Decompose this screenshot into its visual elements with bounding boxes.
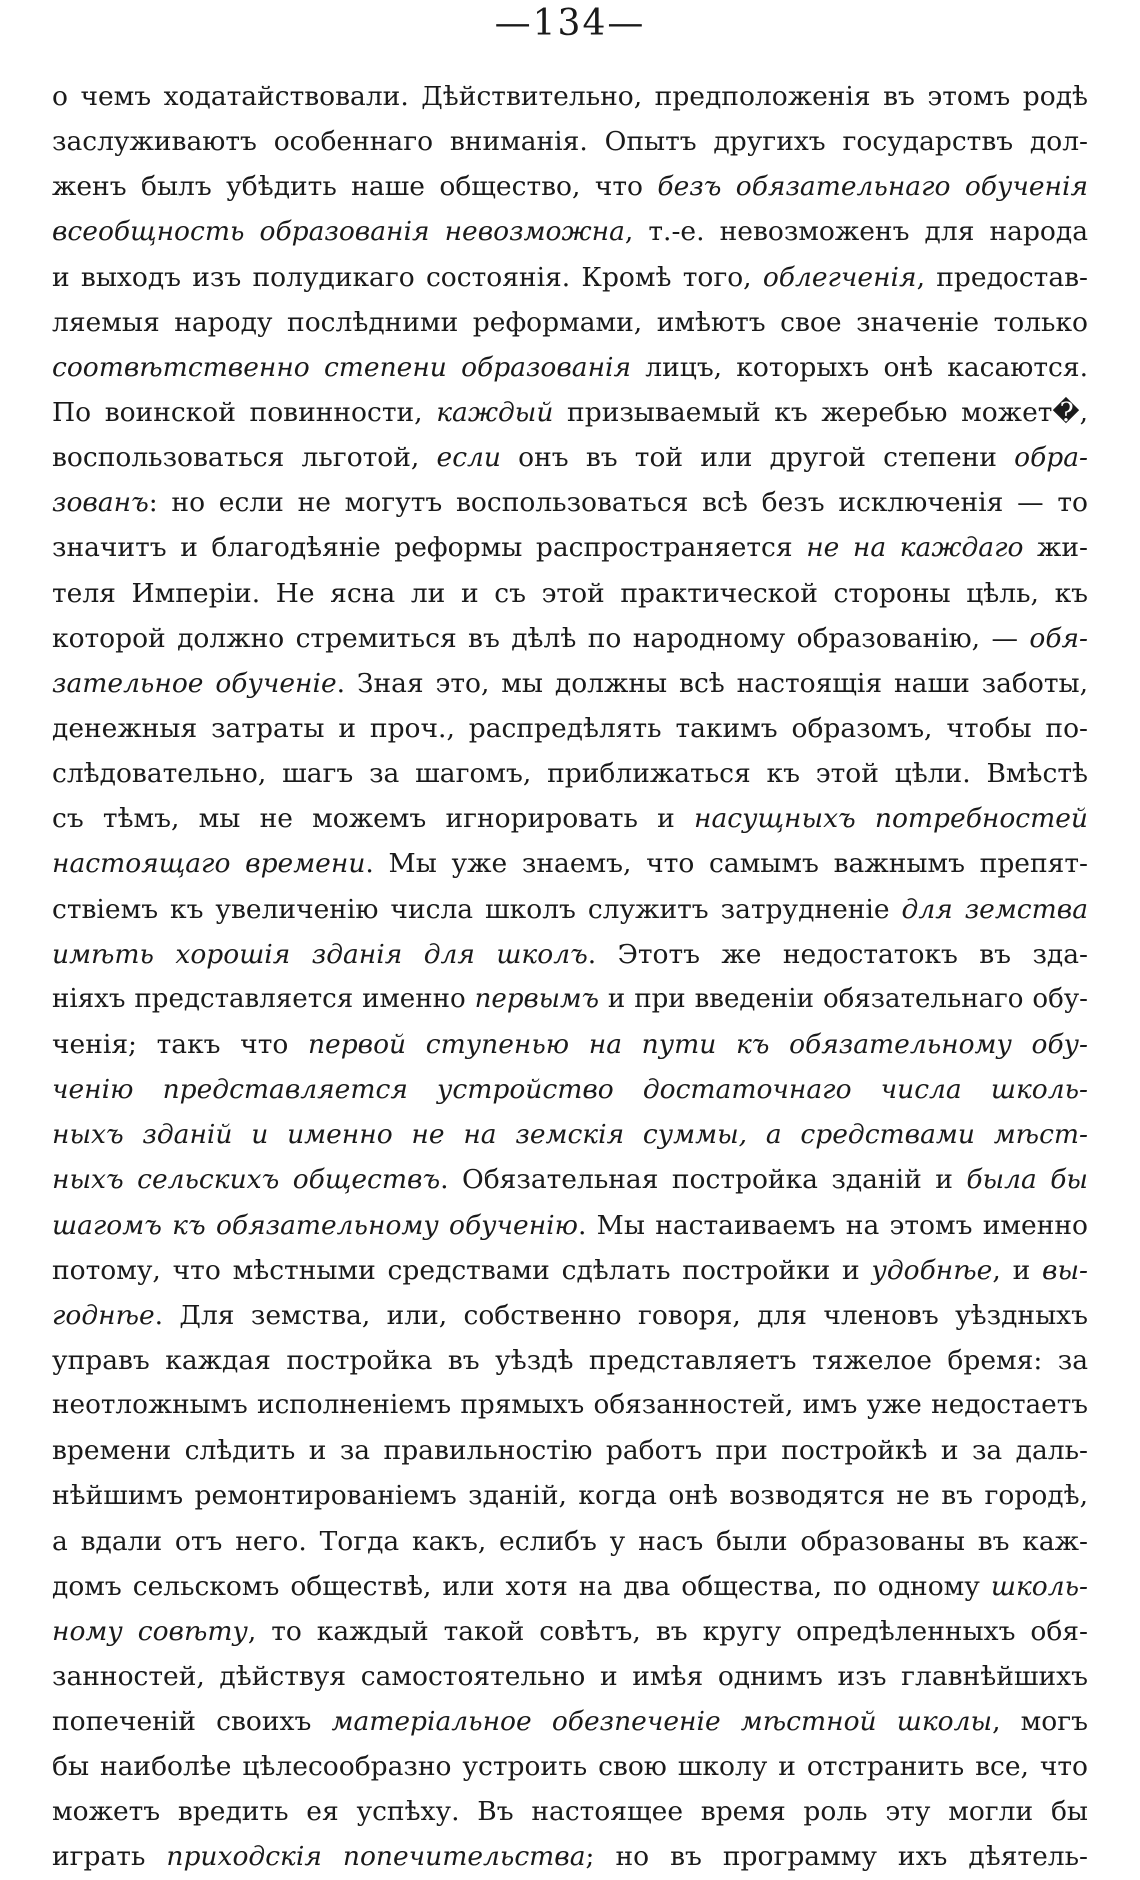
text-segment: можетъ вредить ея успѣху. Въ настоящее время роль эту могли бы	[52, 1796, 1088, 1828]
italic-text-segment: зованъ	[52, 487, 149, 519]
text-segment: , т.-е. невозможенъ для народа	[624, 216, 1088, 248]
text-segment: нѣйшимъ ремонтированіемъ зданій, когда онѣ возводятся не въ городѣ,	[52, 1480, 1088, 1512]
text-segment: По воинской повинности,	[52, 396, 437, 428]
italic-text-segment: шагомъ къ обязательному обученію	[52, 1209, 578, 1241]
italic-text-segment: соотвѣтственно степени образованія	[52, 351, 632, 383]
text-segment: денежныя затраты и проч., распредѣлять такимъ образомъ, чтобы по-	[52, 712, 1088, 744]
italic-text-segment: ному совѣту	[52, 1615, 248, 1647]
text-segment: : но если не могутъ воспользоваться всѣ безъ исключенія — то	[148, 487, 1088, 519]
text-line	[52, 300, 1088, 345]
text-line	[52, 1744, 1088, 1789]
italic-text-segment: школь-	[990, 1570, 1088, 1602]
italic-text-segment: настоящаго времени	[52, 848, 366, 880]
text-segment: . Этотъ же недостатокъ въ зда-	[587, 938, 1088, 970]
body-text	[52, 74, 1088, 1880]
text-line	[52, 1067, 1088, 1112]
text-segment: , могъ	[992, 1706, 1088, 1738]
text-segment: играть	[52, 1841, 167, 1873]
text-line	[52, 390, 1088, 435]
text-line	[52, 1834, 1088, 1879]
text-line	[52, 932, 1088, 977]
text-segment: онъ въ той или другой степени	[501, 442, 1015, 474]
text-segment: . Обязательная постройка зданій и	[440, 1164, 967, 1196]
italic-text-segment: первымъ	[474, 983, 599, 1014]
text-segment: домъ сельскомъ обществѣ, или хотя на два общества, по одному	[52, 1570, 991, 1602]
italic-text-segment: матеріальное обезпеченіе мѣстной школы	[331, 1706, 993, 1738]
text-segment: , то каждый такой совѣтъ, въ кругу опредѣленныхъ обя-	[247, 1615, 1088, 1647]
italic-text-segment: удобнѣе	[871, 1254, 993, 1286]
text-segment: неотложнымъ исполненіемъ прямыхъ обязанностей, имъ уже недостаетъ	[52, 1390, 1088, 1421]
text-line	[52, 706, 1088, 751]
italic-text-segment: годнѣе	[52, 1299, 155, 1331]
text-line	[52, 1157, 1088, 1202]
text-segment: женъ былъ убѣдить наше общество, что	[52, 171, 658, 203]
text-segment: а вдали отъ него. Тогда какъ, еслибъ у насъ были образованы въ каж-	[52, 1525, 1088, 1557]
page-number: —134—	[494, 3, 646, 44]
italic-text-segment: зательное обученіе	[52, 667, 337, 699]
text-line	[52, 1338, 1088, 1383]
text-segment: , предостав-	[916, 261, 1088, 293]
text-segment: . Для земства, или, собственно говоря, для членовъ уѣздныхъ	[154, 1299, 1088, 1331]
text-line	[52, 616, 1088, 661]
text-segment: лицъ, которыхъ онѣ касаются.	[631, 351, 1088, 383]
text-line	[52, 1519, 1088, 1564]
text-line	[52, 1699, 1088, 1744]
text-segment: бы наиболѣе цѣлесообразно устроить свою школу и отстранить все, что	[52, 1751, 1088, 1783]
text-line	[52, 571, 1088, 616]
text-line	[52, 74, 1088, 119]
text-segment: съ тѣмъ, мы не можемъ игнорировать и	[52, 803, 695, 835]
text-segment: , и	[992, 1254, 1043, 1286]
text-segment: о чемъ ходатайствовали. Дѣйствительно, предположенія въ этомъ родѣ	[52, 81, 1088, 112]
text-line	[52, 751, 1088, 796]
italic-text-segment: безъ обязательнаго обученія	[657, 171, 1088, 203]
italic-text-segment: каждый	[436, 396, 554, 428]
text-segment: призываемый къ жеребью может�,	[553, 396, 1089, 428]
text-line	[52, 1428, 1088, 1473]
text-line	[52, 661, 1088, 706]
text-line	[52, 1112, 1088, 1157]
text-segment: и при введеніи обязательнаго обу-	[598, 983, 1088, 1014]
text-segment: которой должно стремиться въ дѣлѣ по народному образованію, —	[52, 622, 1030, 654]
text-line	[52, 1203, 1088, 1248]
text-segment: ченія; такъ что	[52, 1028, 308, 1060]
text-segment: теля Имперіи. Не ясна ли и съ этой практической стороны цѣль, къ	[52, 577, 1088, 609]
text-segment: . Зная это, мы должны всѣ настоящія наши заботы,	[336, 667, 1088, 699]
italic-text-segment: не на каждаго	[806, 532, 1024, 564]
italic-text-segment: насущныхъ потребностей	[694, 803, 1088, 835]
text-line	[52, 1609, 1088, 1654]
text-line	[52, 209, 1088, 254]
text-line	[52, 480, 1088, 525]
italic-text-segment: была бы	[966, 1164, 1088, 1196]
italic-text-segment: имѣть хорошія зданія для школъ	[52, 938, 588, 970]
text-line	[52, 977, 1088, 1022]
text-segment: ; но въ программу ихъ дѣятель-	[585, 1841, 1088, 1873]
italic-text-segment: обя-	[1029, 622, 1088, 654]
text-line	[52, 1654, 1088, 1699]
text-segment: жи-	[1023, 532, 1089, 564]
text-line	[52, 525, 1088, 570]
text-line	[52, 1383, 1088, 1428]
italic-text-segment: облегченія	[762, 261, 917, 293]
text-segment: заслуживаютъ особеннаго вниманія. Опытъ другихъ государствъ дол-	[52, 126, 1088, 158]
text-segment: слѣдовательно, шагъ за шагомъ, приближаться къ этой цѣли. Вмѣстѣ	[52, 758, 1088, 790]
text-segment: ніяхъ представляется именно	[52, 983, 475, 1014]
text-line	[52, 796, 1088, 841]
text-line	[52, 841, 1088, 886]
text-line	[52, 1293, 1088, 1338]
italic-text-segment: для земства	[901, 893, 1088, 925]
text-segment: времени слѣдить и за правильностію работъ при постройкѣ и за даль-	[52, 1435, 1088, 1467]
italic-text-segment: ныхъ зданій и именно не на земскія суммы, а средствами мѣст-	[52, 1119, 1088, 1151]
text-line	[52, 119, 1088, 164]
text-segment: и выходъ изъ полудикаго состоянія. Кромѣ того,	[52, 261, 763, 293]
italic-text-segment: ченію представляется устройство достаточнаго числа школь-	[52, 1074, 1088, 1106]
italic-text-segment: первой ступенью на пути къ обязательному обу-	[307, 1028, 1088, 1060]
text-line	[52, 1473, 1088, 1518]
text-line	[52, 164, 1088, 209]
text-segment: управъ каждая постройка въ уѣздѣ представляетъ тяжелое бремя: за	[52, 1344, 1088, 1376]
italic-text-segment: всеобщность образованія невозможна	[52, 216, 625, 248]
italic-text-segment: ныхъ сельскихъ обществъ	[52, 1164, 441, 1196]
italic-text-segment: если	[436, 442, 501, 474]
text-line	[52, 255, 1088, 300]
text-segment: . Мы уже знаемъ, что самымъ важнымъ препят-	[365, 848, 1088, 880]
text-segment: ствіемъ къ увеличенію числа школъ служитъ затрудненіе	[52, 893, 902, 925]
text-segment: значитъ и благодѣяніе реформы распространяется	[52, 532, 807, 564]
text-segment: . Мы настаиваемъ на этомъ именно	[577, 1209, 1088, 1241]
italic-text-segment: вы-	[1042, 1254, 1089, 1286]
text-segment: воспользоваться льготой,	[52, 442, 437, 474]
text-line	[52, 1789, 1088, 1834]
italic-text-segment: приходскія попечительства	[166, 1841, 586, 1873]
text-segment: попеченій своихъ	[52, 1706, 332, 1738]
text-line	[52, 435, 1088, 480]
text-line	[52, 345, 1088, 390]
text-line	[52, 1564, 1088, 1609]
text-segment: занностей, дѣйствуя самостоятельно и имѣя однимъ изъ главнѣйшихъ	[52, 1660, 1088, 1692]
text-line	[52, 1022, 1088, 1067]
italic-text-segment: обра-	[1014, 442, 1089, 474]
text-line	[52, 1248, 1088, 1293]
text-line	[52, 887, 1088, 932]
text-segment: потому, что мѣстными средствами сдѣлать постройки и	[52, 1254, 872, 1286]
text-segment: ляемыя народу послѣдними реформами, имѣютъ свое значеніе только	[52, 306, 1088, 338]
